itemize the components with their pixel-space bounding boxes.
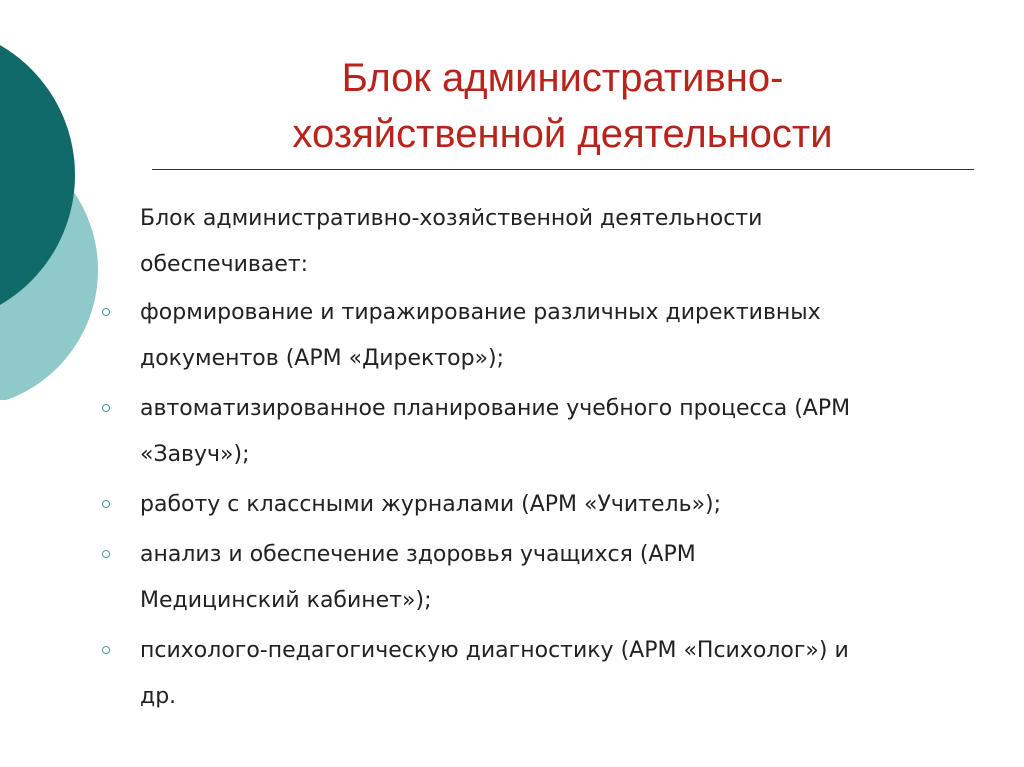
intro-text bbox=[140, 196, 980, 288]
circle-bullet-icon bbox=[102, 404, 110, 412]
circle-bullet-icon bbox=[102, 500, 110, 508]
slide-body bbox=[100, 196, 980, 724]
decorative-circles bbox=[0, 0, 110, 400]
intro-line-1: Блок административно-хозяйственной деятельности bbox=[140, 206, 763, 231]
slide-title-line-1: Блок административно- bbox=[341, 56, 784, 100]
intro-line-2: обеспечивает: bbox=[140, 252, 309, 277]
circle-bullet-icon bbox=[102, 308, 110, 316]
bullet-item-line-1: психолого-педагогическую диагностику (АРМ «Психолог») и bbox=[140, 638, 849, 663]
bullet-list bbox=[100, 290, 980, 720]
bullet-item-line-1: анализ и обеспечение здоровья учащихся (АРМ bbox=[140, 542, 696, 567]
bullet-item bbox=[100, 482, 980, 528]
bullet-item-line-2: документов (АРМ «Директор»); bbox=[140, 346, 505, 371]
bullet-item-line-1: формирование и тиражирование различных директивных bbox=[140, 300, 821, 325]
slide-title bbox=[150, 50, 975, 162]
bullet-item-line-1: работу с классными журналами (АРМ «Учитель»); bbox=[140, 492, 722, 517]
circle-bullet-icon bbox=[102, 646, 110, 654]
slide-title-line-2: хозяйственной деятельности bbox=[292, 112, 833, 156]
bullet-item-line-2: «Завуч»); bbox=[140, 442, 250, 467]
bullet-item bbox=[100, 532, 980, 624]
bullet-item-line-2: Медицинский кабинет»); bbox=[140, 588, 432, 613]
circle-bullet-icon bbox=[102, 550, 110, 558]
decorative-circles-graphic bbox=[0, 0, 110, 400]
bullet-item-line-1: автоматизированное планирование учебного процесса (АРМ bbox=[140, 396, 851, 421]
bullet-item bbox=[100, 628, 980, 720]
bullet-item bbox=[100, 290, 980, 382]
title-divider bbox=[152, 169, 974, 170]
bullet-item bbox=[100, 386, 980, 478]
bullet-item-line-2: др. bbox=[140, 684, 177, 709]
